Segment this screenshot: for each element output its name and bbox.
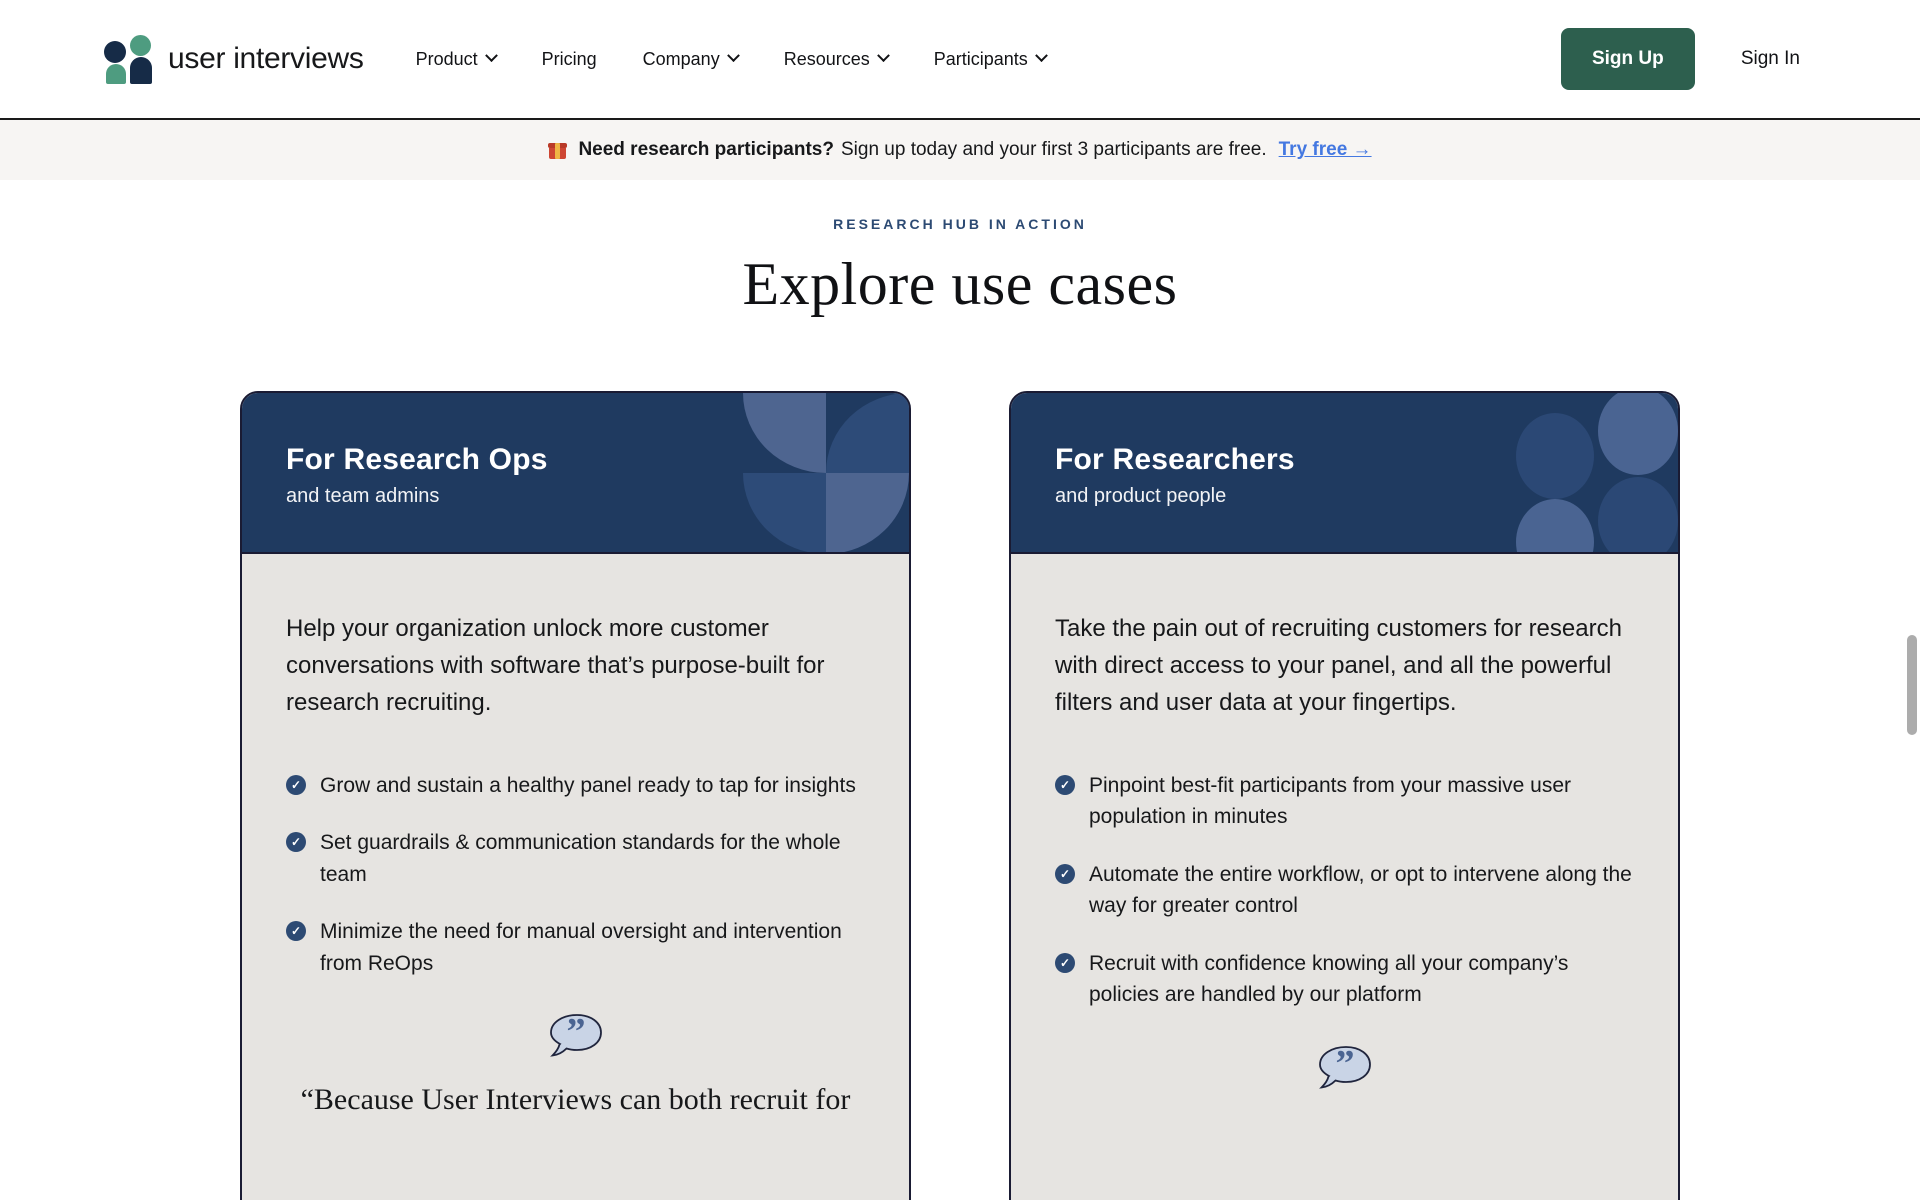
sign-in-link[interactable]: Sign In xyxy=(1740,48,1800,69)
card-body xyxy=(242,554,909,1117)
list-item xyxy=(286,827,865,890)
main-content xyxy=(0,180,1920,1200)
nav-item-label: Pricing xyxy=(541,48,597,69)
card-lead: Take the pain out of recruiting customers for research with direct access to your panel, and all the powerful filters and user data at your fingertips. xyxy=(1055,615,1622,717)
nav-item-label: Company xyxy=(642,48,720,69)
bullet-text: Pinpoint best-fit participants from your massive user population in minutes xyxy=(1089,773,1572,829)
nav-item-label: Participants xyxy=(933,48,1028,69)
card-title: For Researchers xyxy=(1055,443,1295,476)
nav-actions xyxy=(1561,28,1800,90)
check-icon: ✓ xyxy=(1055,775,1075,795)
card-header xyxy=(1011,393,1678,554)
chevron-down-icon xyxy=(1035,49,1048,62)
list-item xyxy=(1055,859,1634,922)
card-body xyxy=(1011,554,1678,1093)
sign-up-button[interactable]: Sign Up xyxy=(1561,28,1695,90)
nav-item-resources[interactable] xyxy=(784,49,888,70)
card-header xyxy=(242,393,909,554)
bullet-text: Minimize the need for manual oversight and intervention from ReOps xyxy=(320,920,842,975)
bullet-text: Grow and sustain a healthy panel ready to tap for insights xyxy=(320,773,856,797)
chevron-down-icon xyxy=(727,49,740,62)
gift-icon xyxy=(548,141,567,159)
logo-text: user interviews xyxy=(168,42,364,75)
bullet-text: Set guardrails & communication standards for the whole team xyxy=(320,831,841,886)
logo[interactable] xyxy=(104,34,364,84)
bullet-text: Recruit with confidence knowing all your company’s policies are handled by our platform xyxy=(1089,951,1569,1007)
section-eyebrow: RESEARCH HUB IN ACTION xyxy=(833,216,1087,232)
chevron-down-icon xyxy=(485,49,498,62)
nav-item-product[interactable] xyxy=(416,49,496,70)
check-icon: ✓ xyxy=(1055,953,1075,973)
navbar xyxy=(0,0,1920,118)
svg-text:”: ” xyxy=(1335,1044,1354,1085)
nav-item-label: Resources xyxy=(783,48,870,69)
nav-item-participants[interactable] xyxy=(934,49,1046,70)
section-head xyxy=(0,180,1920,319)
main-nav xyxy=(416,49,1046,70)
scrollbar-thumb[interactable] xyxy=(1907,635,1917,735)
quote-bubble-icon xyxy=(1055,1045,1634,1093)
check-icon: ✓ xyxy=(1055,864,1075,884)
logo-shape xyxy=(130,35,151,56)
nav-item-pricing[interactable] xyxy=(542,49,597,70)
nav-item-company[interactable] xyxy=(643,49,738,70)
check-icon: ✓ xyxy=(286,832,306,852)
svg-text:”: ” xyxy=(566,1013,585,1054)
nav-item-label: Product xyxy=(415,48,478,69)
check-icon: ✓ xyxy=(286,775,306,795)
logo-shape xyxy=(130,57,152,84)
list-item xyxy=(1055,770,1634,833)
card-lead: Help your organization unlock more customer conversations with software that’s purpose-built for research recruiting. xyxy=(286,615,825,717)
announcement-banner xyxy=(0,118,1920,180)
bullet-text: Automate the entire workflow, or opt to intervene along the way for greater control xyxy=(1089,862,1632,918)
card-research-ops xyxy=(240,391,911,1200)
logo-shape xyxy=(106,64,126,84)
card-researchers xyxy=(1009,391,1680,1200)
use-case-cards xyxy=(0,391,1920,1200)
quote-text: “Because User Interviews can both recruit for xyxy=(300,1083,851,1117)
try-free-link[interactable]: Try free → xyxy=(1278,139,1372,160)
quote-bubble-icon xyxy=(286,1013,865,1061)
check-icon: ✓ xyxy=(286,921,306,941)
user-interviews-logo-icon xyxy=(104,34,152,84)
card-subtitle: and product people xyxy=(1055,485,1227,507)
list-item xyxy=(286,770,865,802)
page-title: Explore use cases xyxy=(742,251,1178,317)
banner-text: Sign up today and your first 3 participants are free. xyxy=(840,139,1267,160)
list-item xyxy=(286,916,865,979)
card-subtitle: and team admins xyxy=(286,485,440,507)
list-item xyxy=(1055,948,1634,1011)
logo-shape xyxy=(104,41,126,63)
chevron-down-icon xyxy=(877,49,890,62)
card-title: For Research Ops xyxy=(286,443,548,476)
banner-bold-text: Need research participants? xyxy=(578,139,834,160)
